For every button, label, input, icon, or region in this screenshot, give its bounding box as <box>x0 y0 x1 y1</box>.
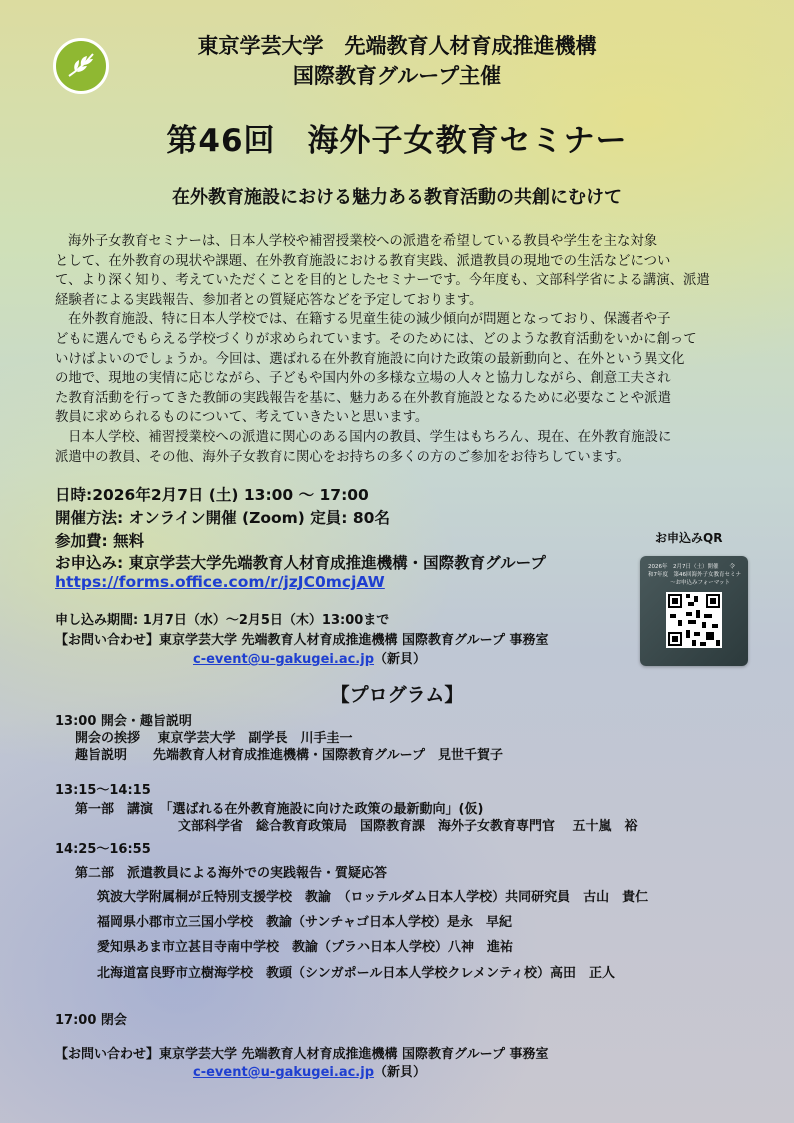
intro-line: どもに選んでもらえる学校づくりが求められています。そのためには、どのような教育活動をいかに創って <box>55 331 697 347</box>
session-1-time: 13:00 開会・趣旨説明 <box>55 714 192 729</box>
intro-line: 経験者による実践報告、参加者との質疑応答などを予定しております。 <box>55 292 483 308</box>
page-title: 第46回 海外子女教育セミナー <box>166 123 628 159</box>
page-subtitle: 在外教育施設における魅力ある教育活動の共創にむけて <box>172 187 622 208</box>
organizer-line-2: 国際教育グループ主催 <box>292 64 502 88</box>
qr-label: お申込みQR <box>655 531 723 545</box>
presenter-1: 筑波大学附属桐が丘特別支援学校 教諭 （ロッテルダム日本人学校）共同研究員 古山 貴仁 <box>97 890 649 905</box>
event-fee: 参加費: 無料 <box>55 532 145 550</box>
session-2-speaker: 文部科学省 総合教育政策局 国際教育課 海外子女教育専門官 五十嵐 裕 <box>178 819 638 834</box>
qr-code-icon <box>666 592 722 648</box>
application-period: 申し込み期間: 1月7日（水）～2月5日（木）13:00まで <box>55 613 390 628</box>
session-2-time: 13:15～14:15 <box>55 783 151 798</box>
session-1-opening: 開会の挨拶 東京学芸大学 副学長 川手圭一 <box>75 731 353 746</box>
program-heading: 【プログラム】 <box>330 684 464 706</box>
footer-contact: 【お問い合わせ】東京学芸大学 先端教育人材育成推進機構 国際教育グループ 事務室 <box>55 1047 549 1062</box>
intro-line: 日本人学校、補習授業校への派遣に関心のある国内の教員、学生はもちろん、現在、在外教育施設に <box>68 429 672 445</box>
contact-email-link[interactable]: c-event@u-gakugei.ac.jp <box>193 652 375 667</box>
presenter-2: 福岡県小郡市立三国小学校 教諭（サンチャゴ日本人学校）是永 早紀 <box>97 915 512 930</box>
event-method: 開催方法: オンライン開催 (Zoom) 定員: 80名 <box>55 509 390 527</box>
contact-name: （新貝） <box>374 652 427 667</box>
contact-info: 【お問い合わせ】東京学芸大学 先端教育人材育成推進機構 国際教育グループ 事務室 <box>55 633 549 648</box>
event-apply: お申込み: 東京学芸大学先端教育人材育成推進機構・国際教育グループ <box>55 554 546 572</box>
event-datetime: 日時:2026年2月7日 (土) 13:00 ～ 17:00 <box>55 486 369 504</box>
intro-line: 海外子女教育セミナーは、日本人学校や補習授業校への派遣を希望している教員や学生を主な対象 <box>68 234 658 249</box>
intro-line: の地で、現地の実情に応じながら、子どもや国内外の多様な立場の人々と協力しながら、創意工夫され <box>55 371 671 387</box>
intro-paragraph <box>55 232 745 467</box>
intro-line: た教育活動を行ってきた教師の実践報告を基に、魅力ある在外教育施設となるために必要なことや派遣 <box>55 390 671 406</box>
footer-email-link[interactable]: c-event@u-gakugei.ac.jp <box>193 1065 375 1080</box>
session-1-purpose: 趣旨説明 先端教育人材育成推進機構・国際教育グループ 見世千賀子 <box>75 748 503 763</box>
session-3-time: 14:25～16:55 <box>55 842 151 857</box>
footer-email-line <box>193 1061 426 1080</box>
qr-caption-3: ～お申込みフォーマット <box>670 580 731 586</box>
qr-caption-1: 2026年 2月7日（土）開催 令 <box>648 564 735 570</box>
intro-line: 教員に求められるものについて、考えていきたいと思います。 <box>55 410 429 426</box>
presenter-3: 愛知県あま市立甚目寺南中学校 教諭（プラハ日本人学校）八神 進祐 <box>97 940 514 955</box>
intro-line: て、より深く知り、考えていただくことを目的としたセミナーです。今年度も、文部科学省による講演、派遣 <box>55 273 710 289</box>
presenter-4: 北海道富良野市立樹海学校 教頭（シンガポール日本人学校クレメンティ校）高田 正人 <box>97 966 615 981</box>
qr-caption-2: 和7年度 第46回海外子女教育セミナ <box>648 572 741 578</box>
footer-contact-name: （新貝） <box>374 1065 427 1080</box>
intro-line: 在外教育施設、特に日本人学校では、在籍する児童生徒の減少傾向が問題となっており、保護者や子 <box>68 312 671 328</box>
session-3-heading: 第二部 派遣教員による海外での実践報告・質疑応答 <box>75 866 388 881</box>
application-form-link[interactable]: https://forms.office.com/r/jzJC0mcjAW <box>55 573 385 591</box>
contact-email-line <box>193 648 426 667</box>
intro-line: いけばよいのでしょうか。今回は、選ばれる在外教育施設に向けた政策の最新動向と、在外という異文化 <box>55 351 685 367</box>
organizer-line-1: 東京学芸大学 先端教育人材育成推進機構 <box>197 34 597 58</box>
qr-panel[interactable] <box>640 556 748 666</box>
closing: 17:00 閉会 <box>55 1013 127 1028</box>
session-2-lecture: 第一部 講演 「選ばれる在外教育施設に向けた政策の最新動向」(仮) <box>75 802 484 817</box>
intro-line: として、在外教育の現状や課題、在外教育施設における教育実践、派遣教員の現地での生活などについ <box>55 253 671 269</box>
intro-line: 派遣中の教員、その他、海外子女教育に関心をお持ちの多くの方のご参加をお待ちしています。 <box>55 449 630 465</box>
